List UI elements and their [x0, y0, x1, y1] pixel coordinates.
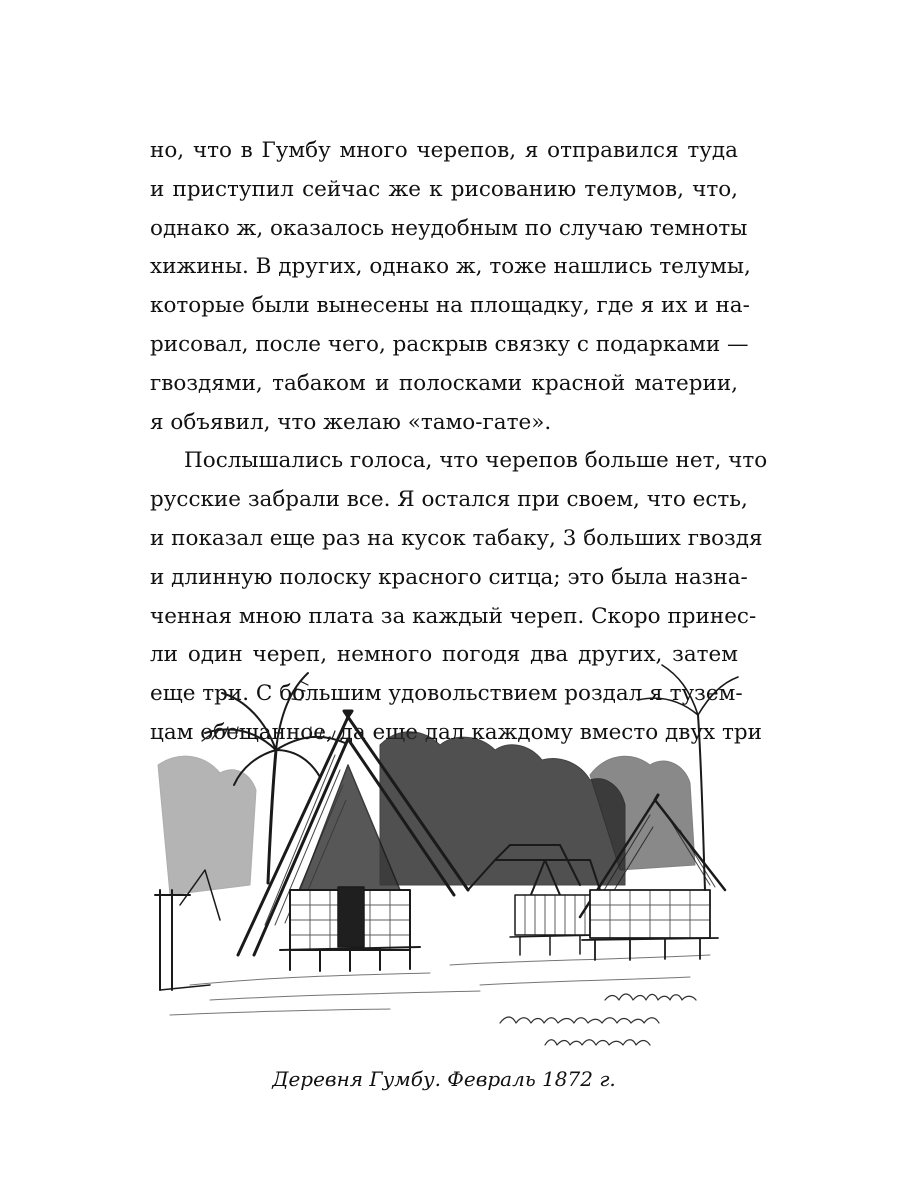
text-line: которые были вынесены на площадку, где я их и на- — [150, 293, 750, 319]
text-line: я объявил, что желаю «тамо-гате». — [150, 409, 552, 435]
text-line: но, что в Гумбу много черепов, я отправился туда — [150, 138, 738, 163]
text-line: гвоздями, табаком и полосками красной материи, — [150, 370, 738, 396]
text-line: рисовал, после чего, раскрыв связку с подарками — — [150, 331, 749, 357]
text-line: еще три. С большим удовольствием роздал я тузем- — [150, 681, 743, 707]
sketch-drawing — [150, 655, 762, 1047]
text-line: цам обещанное, да еще дал каждому вместо двух три — [150, 719, 762, 745]
text-line: ли один череп, немного погодя два других, затем — [150, 642, 738, 668]
text-line: русские забрали все. Я остался при своем, что есть, — [150, 487, 748, 513]
background-foliage — [158, 732, 695, 895]
text-line: хижины. В других, однако ж, тоже нашлись телумы, — [150, 254, 751, 280]
text-line: однако ж, оказалось неудобным по случаю темноты — [150, 215, 748, 241]
illustration-caption: Деревня Гумбу. Февраль 1872 г. — [272, 1067, 616, 1091]
text-line: и показал еще раз на кусок табаку, 3 больших гвоздя — [150, 525, 763, 551]
text-line: и длинную полоску красного ситца; это была назна- — [150, 564, 748, 590]
text-line: ченная мною плата за каждый череп. Скоро принес- — [150, 603, 757, 629]
text-line: Послышались голоса, что черепов больше нет, что — [184, 448, 768, 474]
handwritten-inscription — [500, 994, 696, 1045]
ground — [170, 955, 710, 1015]
text-line: и приступил сейчас же к рисованию телумов, что, — [150, 176, 738, 202]
village-sketch — [150, 655, 762, 1047]
